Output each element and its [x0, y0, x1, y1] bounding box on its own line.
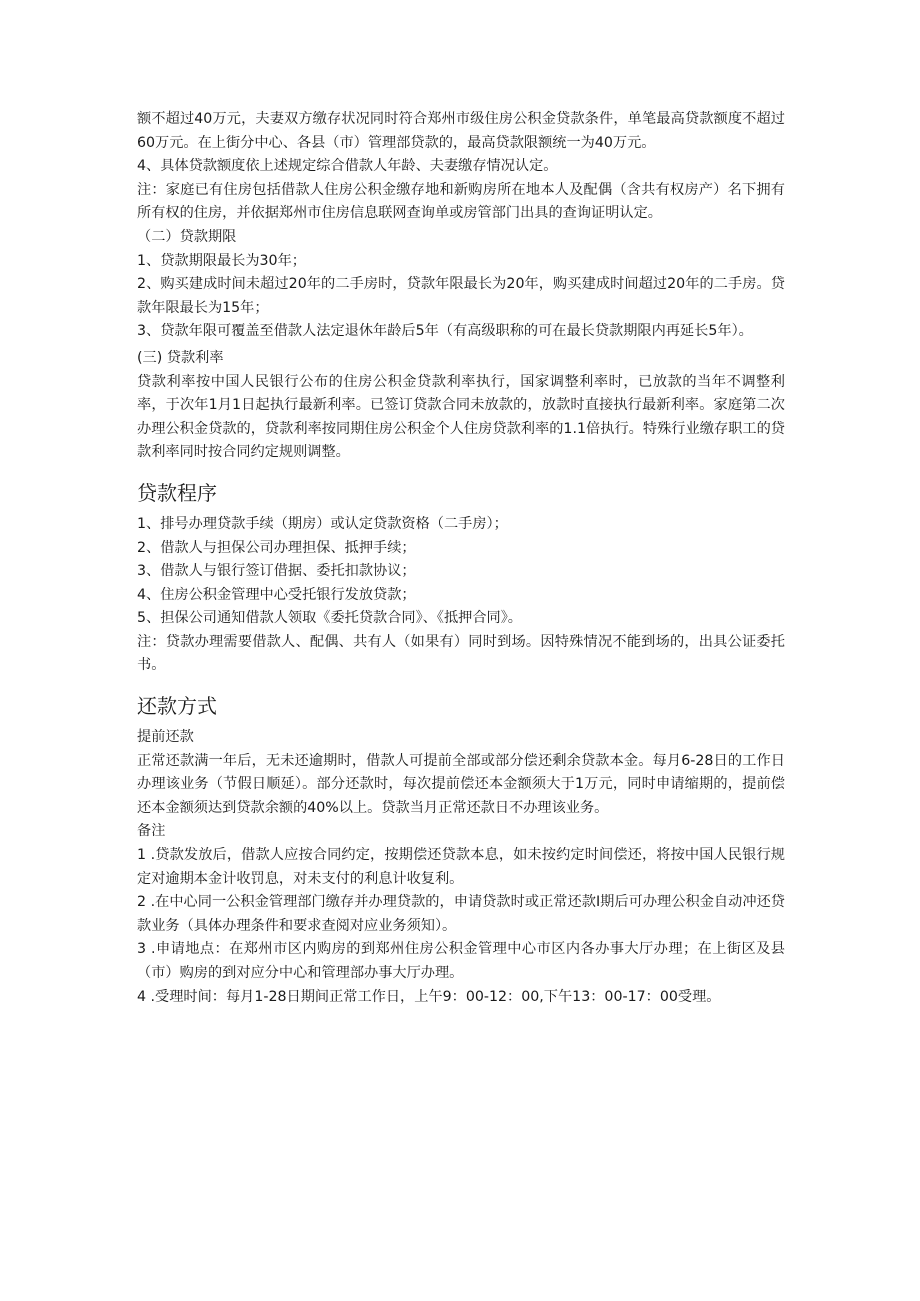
procedure-title: 贷款程序 [137, 480, 217, 505]
procedure-item: 1、排号办理贷款手续（期房）或认定贷款资格（二手房）； [137, 515, 508, 532]
remarks-heading: 备注 [137, 823, 166, 840]
procedure-item: 5、担保公司通知借款人领取《委托贷款合同》、《抵押合同》。 [137, 610, 522, 627]
remark-item: 4 .受理时间：每月1-28日期间正常工作日，上午9：00-12：00,下午13：00-17：00受理。 [137, 988, 721, 1005]
document-page [137, 108, 785, 1009]
procedure-item: 4、住房公积金管理中心受托银行发放贷款； [137, 586, 416, 603]
loan-amount-item-4: 4、具体贷款额度依上述规定综合借款人年龄、夫妻缴存情况认定。 [137, 158, 558, 175]
loan-amount-note: 注：家庭已有住房包括借款人住房公积金缴存地和新购房所在地本人及配偶（含共有权房产）名下拥有所有权的住房，并依据郑州市住房信息联网查询单或房管部门出具的查询证明认定。 [137, 181, 785, 222]
loan-term-item: 2、购买建成时间未超过20年的二手房时，贷款年限最长为20年，购买建成时间超过20年的二手房。贷款年限最长为15年； [137, 276, 785, 316]
prepayment-paragraph: 正常还款满一年后，无未还逾期时，借款人可提前全部或部分偿还剩余贷款本金。每月6-28日的工作日办理该业务（节假日顺延）。部分还款时，每次提前偿还本金额须大于1万元，同时申请缩期的，提前偿还本金额须达到贷款余额的40%以上。贷款当月正常还款日不办理该业务。 [137, 752, 785, 816]
procedure-note: 注：贷款办理需要借款人、配偶、共有人（如果有）同时到场。因特殊情况不能到场的，出具公证委托书。 [137, 633, 785, 674]
remark-item: 3 .申请地点：在郑州市区内购房的到郑州住房公积金管理中心市区内各办事大厅办理；在上街区及县（市）购房的到对应分中心和管理部办事大厅办理。 [137, 941, 785, 981]
procedure-item: 3、借款人与银行签订借据、委托扣款协议； [137, 563, 416, 580]
loan-term-item: 3、贷款年限可覆盖至借款人法定退休年龄后5年（有高级职称的可在最长贷款期限内再延长5年）。 [137, 323, 753, 340]
procedure-item: 2、借款人与担保公司办理担保、抵押手续； [137, 539, 416, 556]
loan-term-heading: （二）贷款期限 [137, 228, 237, 245]
loan-term-item: 1、贷款期限最长为30年； [137, 252, 306, 269]
loan-amount-paragraph: 额不超过40万元，夫妻双方缴存状况同时符合郑州市级住房公积金贷款条件，单笔最高贷款额度不超过60万元。在上街分中心、各县（市）管理部贷款的，最高贷款限额统一为40万元。 [137, 111, 785, 151]
remark-item: 2 .在中心同一公积金管理部门缴存并办理贷款的，申请贷款时或正常还款I期后可办理公积金自动冲还贷款业务（具体办理条件和要求查阅对应业务须知）。 [137, 894, 785, 934]
remark-item: 1 .贷款发放后，借款人应按合同约定，按期偿还贷款本息，如未按约定时间偿还，将按中国人民银行规定对逾期本金计收罚息，对未支付的利息计收复利。 [137, 847, 785, 887]
interest-heading: (三) 贷款利率 [137, 349, 224, 366]
repayment-title: 还款方式 [137, 694, 217, 719]
interest-paragraph: 贷款利率按中国人民银行公布的住房公积金贷款利率执行，国家调整利率时，已放款的当年不调整利率，于次年1月1日起执行最新利率。已签订贷款合同未放款的，放款时直接执行最新利率。家庭第二次办理公积金贷款的，贷款利率按同期住房公积金个人住房贷款利率的1.1倍执行。特殊行业缴存职工的贷款利率同时按合同约定规则调整。 [137, 373, 785, 461]
prepayment-heading: 提前还款 [137, 729, 194, 746]
